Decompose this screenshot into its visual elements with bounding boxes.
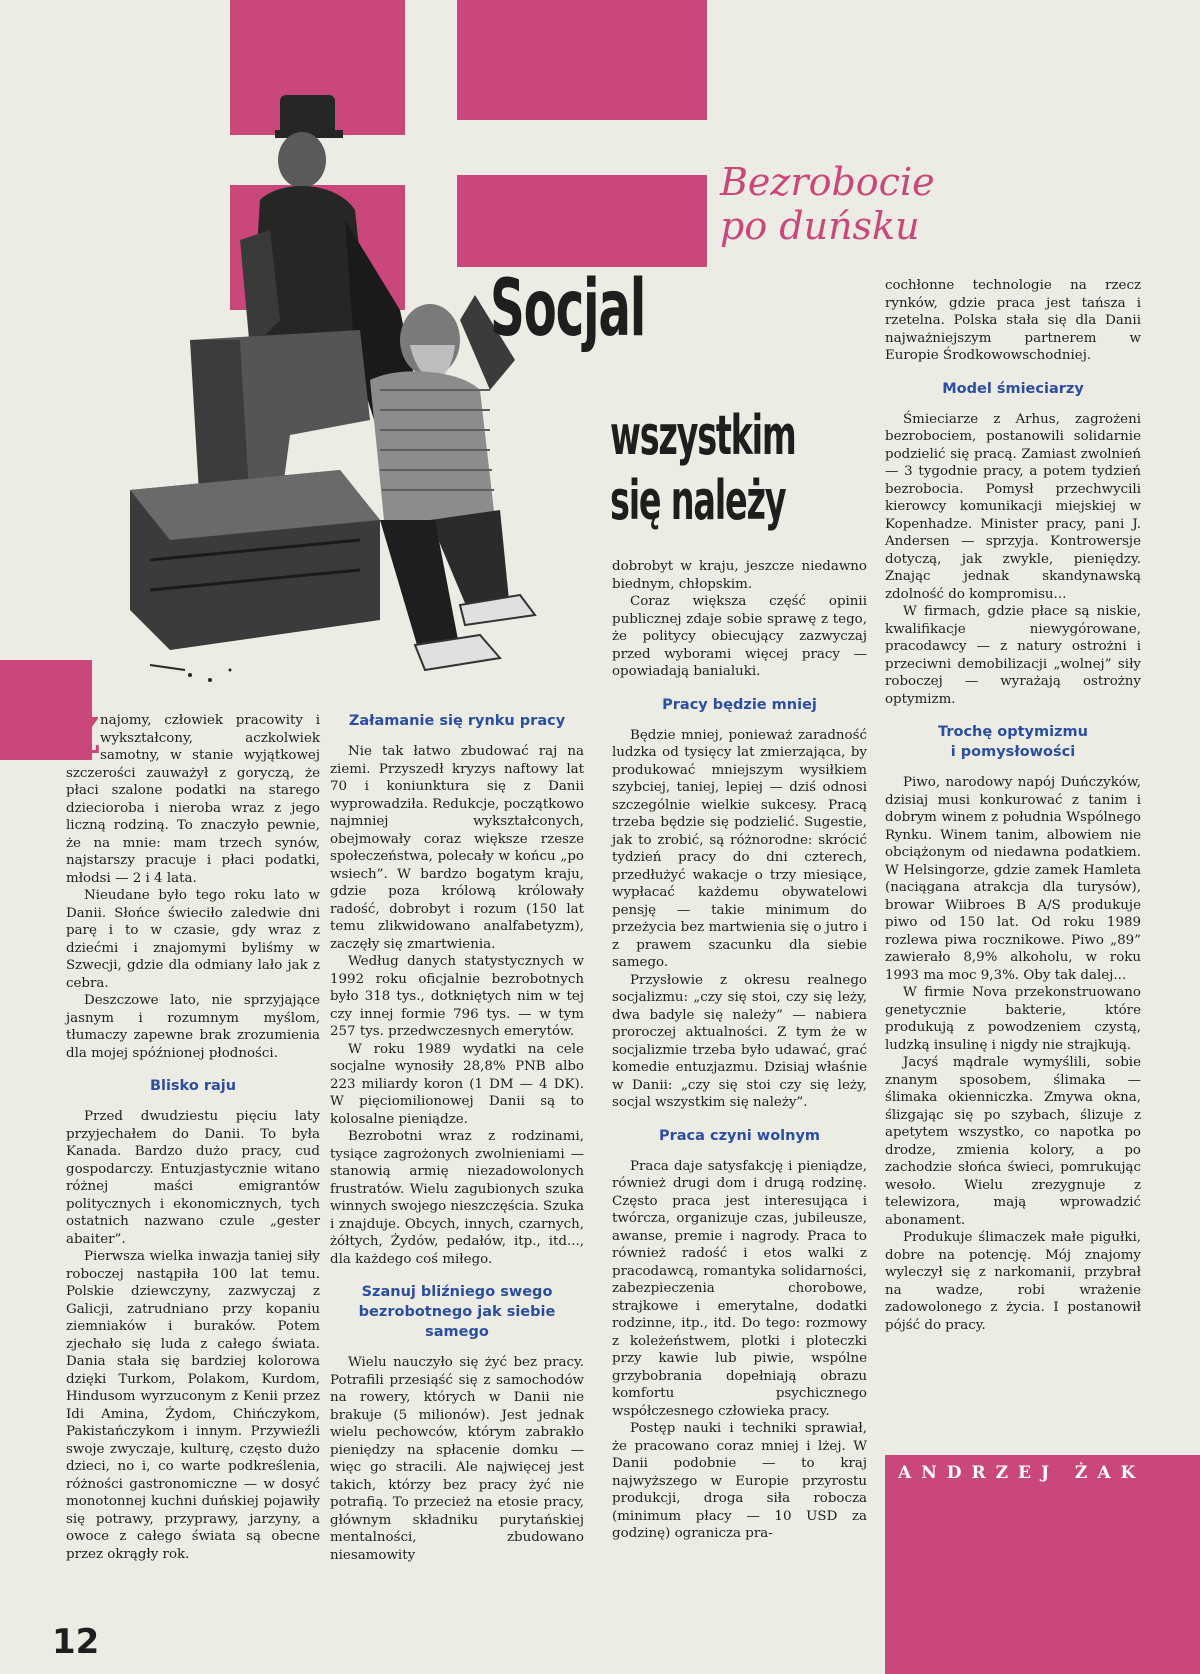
col1-paragraph-2: Nieudane było tego roku lato w Danii. Słońce świeciło zaledwie dni parę i to w czasie, gdy wraz z dziećmi i znajomymi byliśmy w Szwecji, gdzie dla odmiany lało jak z cebra. [66,888,320,991]
headline-line-1: Socjal [490,264,646,354]
col4-paragraph-6: Jacyś mądrale wymyślili, sobie znanym sposobem, ślimaka — ślimaka okienniczka. Zmywa okna, ślizgając się po szybach, ślizuje z apetytem wszystko, co napotka po drodze, zmienia kolory, a po zachodzie słońca świeci, pomrukując wesoło. Wielu zrezygnuje z telewizora, mają wprowadzić abonament. [885,1055,1141,1228]
col2-heading-zalamanie: Załamanie się rynku pracy [348,713,566,729]
col4-paragraph-3: W firmach, gdzie płace są niskie, kwalifikacje niewygórowane, pracodawcy — z natury ostrożni i przeciwni demobilizacji „wolnej” siły roboczej — wyrażają ostrożny optymizm. [885,604,1141,707]
col1-paragraph-1-text: najomy, człowiek pracowity i wykształcony, aczkolwiek samotny, w stanie wyjątkowej szczerości zauważył z goryczą, że płaci szalone podatki na starego dziecioroba i nieroba wraz z jego liczną rodziną. To znaczyło pewnie, że na mnie: mam trzech synów, najstarszy pracuje i płaci podatki, młodsi — 2 i 4 lata. [66,713,320,886]
col4-paragraph-5: W firmie Nova przekonstruowano genetycznie bakterie, które produkują z powodzeniem czystą, ludzką insulinę i nigdy nie strajkują. [885,985,1141,1053]
col4-paragraph-4: Piwo, narodowy napój Duńczyków, dzisiaj musi konkurować z tanim i dobrym winem z południa Wspólnego Rynku. Winem tanim, albowiem nie obciążonym od niedawna podatkiem. W Helsingorze, gdzie zamek Hamleta (naciągana atrakcja dla turysów), browar Wiibroes B A/S produkuje piwo od 150 lat. Od roku 1989 rozlewa piwa rocznikowe. Piwo „89” zawierało 8,9% alkoholu, w roku 1993 ma moc 9,3%. Oby tak dalej... [885,775,1141,983]
col4-paragraph-1: cochłonne technologie na rzecz rynków, gdzie praca jest tańsza i rzetelna. Polska stała się dla Danii najważniejszym partnerem w Europie Środkowowschodniej. [885,278,1141,363]
col4-heading-troche-optymizmu [885,722,1141,762]
col2-paragraph-3: W roku 1989 wydatki na cele socjalne wynosiły 28,8% PNB albo 223 miliardy koron (1 DM — 4 DK). W pięciomilionowej Danii są to kolosalne pieniądze. [330,1041,584,1127]
statue-illustration [130,90,550,690]
headline-line-3: się należy [610,469,786,532]
col3-paragraph-2: Coraz większa część opinii publicznej zdaje sobie sprawę z tego, że politycy obiecujący zazwyczaj przed wyborami więcej pracy — opowiadają banialuki. [612,594,867,679]
page-number: 12 [52,1622,100,1662]
col2-paragraph-5: Wielu nauczyło się żyć bez pracy. Potrafili przesiąść się z samochodów na rowery, których w Danii nie brakuje (5 milionów). Jest jednak wielu pechowców, którym zabrakło pieniędzy na spłacenie domku — więc go stracili. Ale najwięcej jest takich, którzy bez pracy żyć nie potrafią. To przecież na etosie pracy, głównym składniku purytańskiej mentalności, zbudowano niesamowity [330,1355,584,1563]
col3-heading-pracy-bedzie-mniej: Pracy będzie mniej [662,696,817,713]
col3-paragraph-3: Będzie mniej, ponieważ zaradność ludzka od tysięcy lat zmierzająca, by produkować mniejszym wysiłkiem szybciej, taniej, lepiej — dziś odnosi szczególnie wielkie sukcesy. Pracą trzeba będzie się podzielić. Sugestie, jak to zrobić, są różnorodne: skrócić tydzień pracy do dni czterech, przedłużyć wakacje o trzy miesiące, wypłacać każdemu obywatelowi pensję — takie minimum do przeżycia bez martwienia się o jutro i z prawem szacunku dla siebie samego. [612,727,867,970]
column-1 [66,707,320,1563]
col3-heading-praca-czyni-wolnym: Praca czyni wolnym [658,1127,821,1144]
col1-paragraph-3: Deszczowe lato, nie sprzyjające jasnym i rozumnym myślom, tłumaczy zapewne brak zrozumienia dla mojej spóźnionej płodności. [66,993,320,1061]
col2-paragraph-4: Bezrobotni wraz z rodzinami, tysiące zagrożonych zwolnieniami — stanowią armię niezadowolonych frustratów. Wielu zagubionych szuka winnych swojego nieszczęścia. Szuka i znajduje. Obcych, innych, czarnych, żółtych, Żydów, pedałów, itp., itd..., dla każdego coś miłego. [330,1129,584,1267]
drop-cap: Z [66,707,101,765]
subtitle-line-1: Bezrobocie [720,160,935,204]
col3-paragraph-1: dobrobyt w kraju, jeszcze niedawno biednym, chłopskim. [612,559,867,592]
article-subtitle [720,160,950,248]
column-4 [885,277,1141,1334]
headline-line-2: wszystkim [610,404,796,467]
statue-image [130,90,550,690]
col4-heading-model-smieciarzy: Model śmieciarzy [942,380,1084,397]
col4-paragraph-7: Produkuje ślimaczek małe pigułki, dobre na potencję. Mój znajomy wyleczył się z narkomanii, przybrał na wadze, robi wrażenie zadowolonego z życia. I postanowił pójść do pracy. [885,1230,1141,1333]
col4-paragraph-2: Śmieciarze z Arhus, zagrożeni bezrobociem, postanowili solidarnie podzielić się pracą. Zamiast zwolnień — 3 tygodnie pracy, a potem tydzień bezrobocia. Pomysł przechwycili kierowcy komunikacji miejskiej w Kopenhadze. Minister pracy, pani J. Andersen — sprzyja. Kontrowersje dotyczą, jak zwykle, pieniędzy. Znając jednak skandynawską zdolność do kompromisu... [885,411,1141,602]
column-3 [612,558,867,1543]
col3-paragraph-4: Przysłowie z okresu realnego socjalizmu: „czy się stoi, czy się leży, dwa badyle się należy” — nabiera proroczej aktualności. Z tym że w socjalizmie trzeba było udawać, grać komedie entuzjazmu. Dzisiaj właśnie w Danii: „czy się stoi czy się leży, socjal wszystkim się należy”. [612,972,867,1110]
col3-paragraph-5: Praca daje satysfakcję i pieniądze, również drugi dom i drugą rodzinę. Często praca jest interesująca i twórcza, organizuje czas, jubileusze, awanse, premie i nagrody. Praca to również radość i etos walki z pracodawcą, romantyka solidarności, zabezpieczenia chorobowe, strajkowe i emerytalne, dodatki rodzinne, itp., itd. Do tego: rozmowy z koleżeństwem, plotki i ploteczki przy kawie lub piwie, wspólne grzybobrania dopełniają obrazu komfortu psychicznego współczesnego człowieka pracy. [612,1158,867,1419]
col1-paragraph-4: Przed dwudziestu pięciu laty przyjechałem do Danii. To była Kanada. Bardzo dużo pracy, cud gospodarczy. Entuzjastycznie witano różnej maści emigrantów politycznych i ekonomicznych, tych ostatnich nazwano czule „gester abaiter”. [66,1109,320,1247]
col1-paragraph-5: Pierwsza wielka inwazja taniej siły roboczej nastąpiła 100 lat temu. Polskie dziewczyny, zazwyczaj z Galicji, zatrudniano przy kopaniu ziemniaków i buraków. Potem zjechało się luda z całego świata. Dania stała się bardziej kolorowa dzięki Turkom, Polakom, Kurdom, Hindusom wyrzuconym z Kenii przez Idi Amina, Żydom, Chińczykom, Pakistańczykom i innym. Przywieźli swoje zwyczaje, kulturę, często dużo dzieci, no i, co warte podkreślenia, różności gastronomiczne — w dosyć monotonnej kuchni duńskiej pojawiły się potrawy, przyprawy, jarzyny, a owoce z całego świata są obecne przez okrągły rok. [66,1249,320,1562]
col2-paragraph-2: Według danych statystycznych w 1992 roku oficjalnie bezrobotnych było 318 tys., dotkniętych nim w tej czy innej formie 796 tys. — w tym 257 tys. przedwczesnych emerytów. [330,954,584,1039]
col2-heading-szanuj: Szanuj bliźniego swego bezrobotnego jak siebie samego [358,1284,556,1340]
col4-heading-line-1: Trochę optymizmu [938,724,1088,740]
author-byline: ANDRZEJ ŻAK [898,1463,1146,1483]
subtitle-line-2: po duńsku [720,204,920,248]
col1-heading-blisko-raju: Blisko raju [149,1078,237,1094]
column-2 [330,705,584,1564]
col2-paragraph-1: Nie tak łatwo zbudować raj na ziemi. Przyszedł kryzys naftowy lat 70 i koniunktura się z Danii wyprowadziła. Redukcje, początkowo najmniej wykształconych, obejmowały coraz większe rzesze społeczeństwa, polecały w końcu „po wsiech”. W bardzo bogatym kraju, gdzie poza królową królowały radość, dobrobyt i rozum (150 lat temu zlikwidowano analfabetyzm), zaczęły się zmartwienia. [330,744,584,952]
col1-paragraph-1 [66,707,320,887]
col4-heading-line-2: i pomysłowości [950,744,1076,760]
col3-paragraph-6: Postęp nauki i techniki sprawiał, że pracowano coraz mniej i lżej. W Danii podobnie — to kraj najwyższego w Europie przyrostu produkcji, droga siła robocza (minimum płacy — 10 USD za godzinę) ogranicza pra- [612,1421,867,1541]
byline-block [885,1455,1200,1674]
